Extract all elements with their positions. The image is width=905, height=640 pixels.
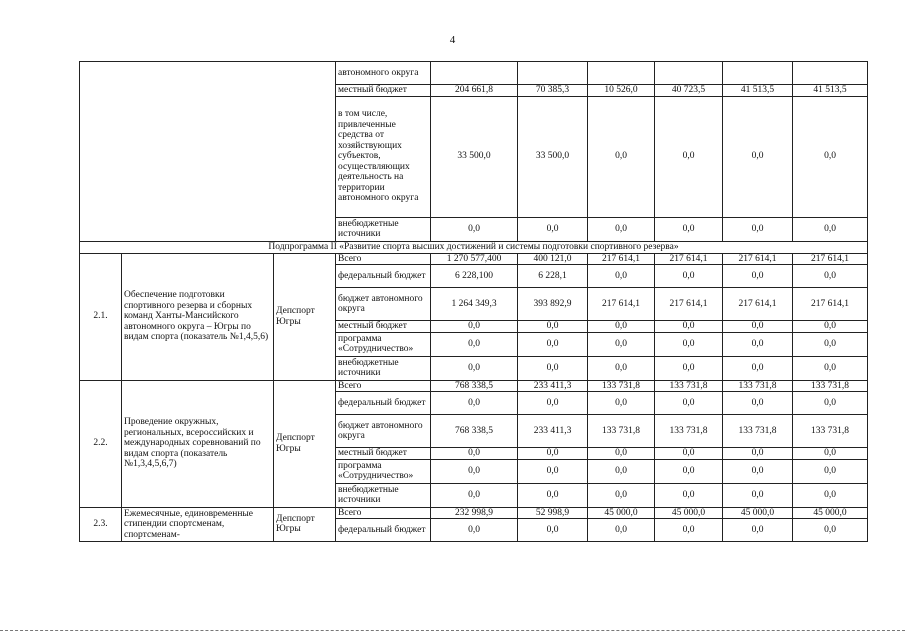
funding-source-cell: программа «Сотрудничество» — [336, 459, 431, 483]
amount-cell: 33 500,0 — [518, 96, 588, 217]
amount-cell: 0,0 — [588, 356, 655, 380]
table-row — [80, 253, 868, 265]
continued-item-cell — [80, 62, 336, 242]
amount-cell: 217 614,1 — [588, 253, 655, 265]
amount-cell: 0,0 — [431, 483, 518, 507]
amount-cell: 0,0 — [588, 519, 655, 542]
amount-cell: 52 998,9 — [518, 507, 588, 519]
amount-cell: 0,0 — [588, 217, 655, 241]
amount-cell: 0,0 — [793, 483, 868, 507]
amount-cell: 0,0 — [793, 459, 868, 483]
amount-cell: 0,0 — [793, 356, 868, 380]
amount-cell: 768 338,5 — [431, 380, 518, 392]
amount-cell: 0,0 — [723, 265, 793, 288]
funding-source-cell: в том числе, привлеченные средства от хозяйствующих субъектов, осуществляющих деятельность на территории автономного округа — [336, 96, 431, 217]
funding-source-cell: Всего — [336, 380, 431, 392]
amount-cell: 0,0 — [723, 96, 793, 217]
amount-cell: 0,0 — [723, 356, 793, 380]
amount-cell: 0,0 — [518, 356, 588, 380]
item-index: 2.2. — [80, 380, 122, 507]
amount-cell: 233 411,3 — [518, 380, 588, 392]
amount-cell: 10 526,0 — [588, 85, 655, 97]
subprogram-title: Подпрограмма II «Развитие спорта высших достижений и системы подготовки спортивного резерва» — [80, 241, 868, 253]
amount-cell — [431, 62, 518, 85]
funding-source-cell: федеральный бюджет — [336, 265, 431, 288]
table-row — [80, 380, 868, 392]
amount-cell: 0,0 — [655, 392, 723, 415]
amount-cell: 0,0 — [655, 217, 723, 241]
amount-cell: 0,0 — [655, 459, 723, 483]
amount-cell: 217 614,1 — [723, 253, 793, 265]
funding-source-cell: автономного округа — [336, 62, 431, 85]
amount-cell: 232 998,9 — [431, 507, 518, 519]
budget-table — [79, 61, 868, 542]
amount-cell: 6 228,100 — [431, 265, 518, 288]
amount-cell: 0,0 — [723, 448, 793, 460]
item-description: Проведение окружных, региональных, всероссийских и международных соревнований по видам спорта (показатель №1,3,4,5,6,7) — [122, 380, 274, 507]
item-description: Обеспечение подготовки спортивного резерва и сборных команд Ханты-Мансийского автономного округа – Югры по видам спорта (показатель №1,4,5,6) — [122, 253, 274, 380]
amount-cell: 768 338,5 — [431, 415, 518, 448]
amount-cell: 133 731,8 — [655, 380, 723, 392]
amount-cell: 0,0 — [518, 448, 588, 460]
amount-cell: 217 614,1 — [655, 288, 723, 321]
amount-cell: 133 731,8 — [793, 415, 868, 448]
funding-source-cell: внебюджетные источники — [336, 483, 431, 507]
amount-cell: 33 500,0 — [431, 96, 518, 217]
amount-cell: 0,0 — [588, 96, 655, 217]
amount-cell: 6 228,1 — [518, 265, 588, 288]
amount-cell: 0,0 — [431, 519, 518, 542]
amount-cell: 1 270 577,400 — [431, 253, 518, 265]
amount-cell: 40 723,5 — [655, 85, 723, 97]
amount-cell: 45 000,0 — [723, 507, 793, 519]
amount-cell: 0,0 — [588, 332, 655, 356]
amount-cell: 217 614,1 — [723, 288, 793, 321]
amount-cell: 0,0 — [518, 519, 588, 542]
amount-cell: 217 614,1 — [793, 288, 868, 321]
amount-cell: 45 000,0 — [588, 507, 655, 519]
funding-source-cell: местный бюджет — [336, 85, 431, 97]
amount-cell: 217 614,1 — [588, 288, 655, 321]
amount-cell: 0,0 — [723, 519, 793, 542]
amount-cell: 0,0 — [655, 265, 723, 288]
amount-cell: 0,0 — [431, 392, 518, 415]
amount-cell: 133 731,8 — [588, 415, 655, 448]
amount-cell: 70 385,3 — [518, 85, 588, 97]
amount-cell: 0,0 — [723, 459, 793, 483]
amount-cell: 217 614,1 — [793, 253, 868, 265]
amount-cell: 0,0 — [518, 217, 588, 241]
amount-cell: 0,0 — [655, 448, 723, 460]
item-description: Ежемесячные, единовременные стипендии спортсменам, спортсменам- — [122, 507, 274, 542]
amount-cell: 0,0 — [655, 321, 723, 333]
amount-cell: 393 892,9 — [518, 288, 588, 321]
amount-cell: 233 411,3 — [518, 415, 588, 448]
amount-cell: 0,0 — [723, 392, 793, 415]
item-index: 2.3. — [80, 507, 122, 542]
amount-cell: 400 121,0 — [518, 253, 588, 265]
page-number: 4 — [449, 34, 456, 46]
table-row — [80, 507, 868, 519]
item-executor: Депспорт Югры — [274, 380, 336, 507]
amount-cell: 0,0 — [723, 483, 793, 507]
item-executor: Депспорт Югры — [274, 507, 336, 542]
amount-cell: 41 513,5 — [793, 85, 868, 97]
funding-source-cell: внебюджетные источники — [336, 356, 431, 380]
amount-cell: 217 614,1 — [655, 253, 723, 265]
budget-table-body — [80, 62, 868, 542]
amount-cell: 0,0 — [431, 332, 518, 356]
amount-cell: 0,0 — [723, 321, 793, 333]
amount-cell: 0,0 — [588, 483, 655, 507]
amount-cell: 133 731,8 — [655, 415, 723, 448]
funding-source-cell: федеральный бюджет — [336, 519, 431, 542]
amount-cell: 133 731,8 — [793, 380, 868, 392]
amount-cell: 0,0 — [518, 483, 588, 507]
amount-cell: 45 000,0 — [793, 507, 868, 519]
amount-cell: 133 731,8 — [588, 380, 655, 392]
amount-cell: 0,0 — [518, 392, 588, 415]
amount-cell: 0,0 — [793, 448, 868, 460]
amount-cell: 0,0 — [588, 459, 655, 483]
amount-cell: 0,0 — [793, 519, 868, 542]
table-row — [80, 62, 868, 85]
funding-source-cell: бюджет автономного округа — [336, 415, 431, 448]
amount-cell: 0,0 — [655, 96, 723, 217]
amount-cell: 0,0 — [793, 321, 868, 333]
funding-source-cell: Всего — [336, 253, 431, 265]
amount-cell: 133 731,8 — [723, 380, 793, 392]
amount-cell: 0,0 — [431, 459, 518, 483]
amount-cell — [518, 62, 588, 85]
amount-cell: 0,0 — [723, 332, 793, 356]
amount-cell: 204 661,8 — [431, 85, 518, 97]
amount-cell: 0,0 — [588, 392, 655, 415]
amount-cell: 0,0 — [793, 217, 868, 241]
amount-cell: 41 513,5 — [723, 85, 793, 97]
amount-cell: 133 731,8 — [723, 415, 793, 448]
amount-cell: 0,0 — [518, 332, 588, 356]
amount-cell: 45 000,0 — [655, 507, 723, 519]
amount-cell: 0,0 — [431, 356, 518, 380]
funding-source-cell: местный бюджет — [336, 448, 431, 460]
item-executor: Депспорт Югры — [274, 253, 336, 380]
item-index: 2.1. — [80, 253, 122, 380]
funding-source-cell: бюджет автономного округа — [336, 288, 431, 321]
amount-cell: 0,0 — [588, 265, 655, 288]
amount-cell — [793, 62, 868, 85]
amount-cell — [655, 62, 723, 85]
amount-cell: 0,0 — [723, 217, 793, 241]
funding-source-cell: внебюджетные источники — [336, 217, 431, 241]
amount-cell: 0,0 — [518, 321, 588, 333]
amount-cell — [723, 62, 793, 85]
amount-cell: 0,0 — [655, 483, 723, 507]
amount-cell: 0,0 — [431, 448, 518, 460]
funding-source-cell: федеральный бюджет — [336, 392, 431, 415]
amount-cell: 0,0 — [655, 332, 723, 356]
subprogram-row — [80, 241, 868, 253]
amount-cell: 0,0 — [431, 321, 518, 333]
page-bottom-rule — [0, 630, 905, 631]
amount-cell: 0,0 — [431, 217, 518, 241]
amount-cell — [588, 62, 655, 85]
amount-cell: 0,0 — [588, 448, 655, 460]
funding-source-cell: программа «Сотрудничество» — [336, 332, 431, 356]
amount-cell: 1 264 349,3 — [431, 288, 518, 321]
amount-cell: 0,0 — [518, 459, 588, 483]
amount-cell: 0,0 — [655, 356, 723, 380]
amount-cell: 0,0 — [793, 96, 868, 217]
funding-source-cell: Всего — [336, 507, 431, 519]
amount-cell: 0,0 — [793, 265, 868, 288]
amount-cell: 0,0 — [793, 392, 868, 415]
amount-cell: 0,0 — [655, 519, 723, 542]
amount-cell: 0,0 — [588, 321, 655, 333]
funding-source-cell: местный бюджет — [336, 321, 431, 333]
amount-cell: 0,0 — [793, 332, 868, 356]
